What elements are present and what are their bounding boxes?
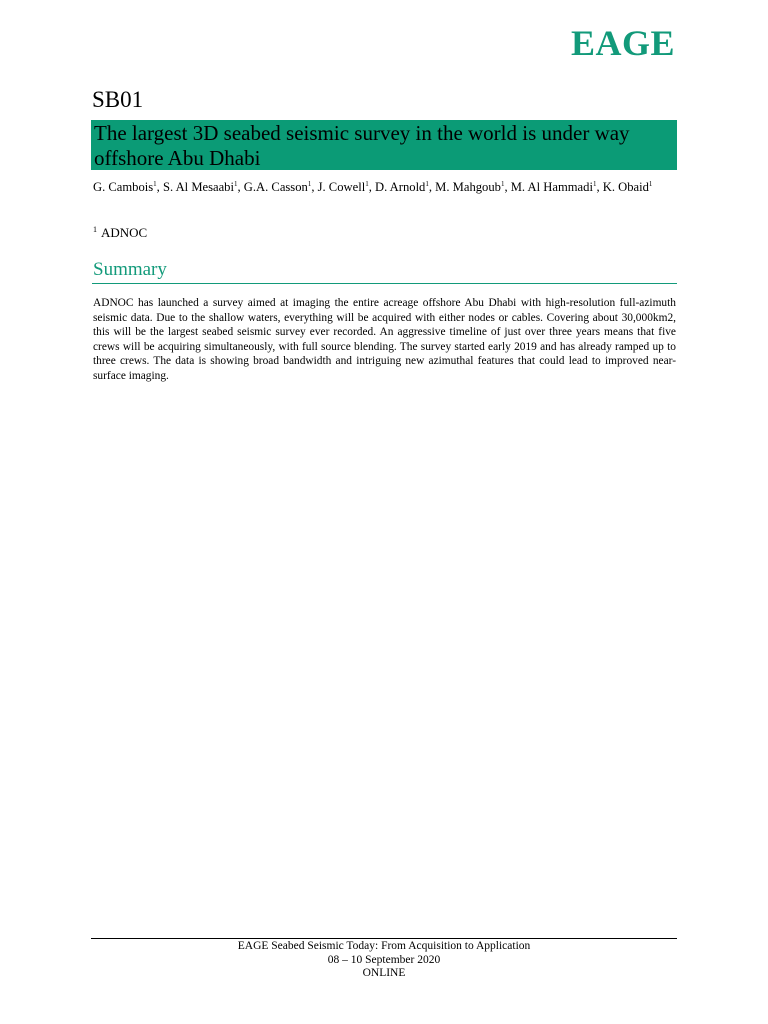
author-affil-marker: 1 [153,180,157,188]
title-banner [91,120,677,170]
paper-title: The largest 3D seabed seismic survey in the world is under way offshore Abu Dhabi [94,121,630,170]
author-affil-marker: 1 [648,180,653,188]
author: J. Cowell$^1$, [317,180,375,194]
author-affil-marker: 1 [307,180,312,188]
footer-location: ONLINE [362,967,406,979]
footer-conference: EAGE Seabed Seismic Today: From Acquisition to Application [237,940,531,952]
footer [91,940,677,981]
affiliation [93,224,147,241]
author: K. Obaid$^1$ [602,180,653,194]
author: M. Al Hammadi$^1$, [510,180,603,194]
author-affil-marker: 1 [365,180,369,188]
author-affil-marker: 1 [592,180,597,188]
summary-divider [92,283,677,284]
author: D. Arnold$^1$, [374,180,436,194]
summary-heading: Summary [93,259,167,280]
summary-paragraph: ADNOC has launched a survey aimed at imaging the entire acreage offshore Abu Dhabi with high-resolution full-azimuth seismic data. Due to the shallow waters, everything will be acquired with either nodes or cables. Covering about 30,000km2, this will be the largest seabed seismic survey ever recorded. An aggressive timeline of just over three years means that five crews will be acquiring simultaneously, with full source blending. The survey started early 2019 and has already ramped up to three crews. The data is showing broad bandwidth and intriguing new azimuthal features that could lead to improved near-surface imaging. [93,297,676,382]
affiliation-name: ADNOC [101,225,148,240]
author-affil-marker: 1 [233,180,238,188]
eage-logo: EAGE [570,23,675,63]
affiliation-marker: 1 [93,225,97,234]
author-affil-marker: 1 [425,180,429,188]
author-list [93,179,677,196]
author: G. Cambois$^1$, [93,180,163,194]
author-affil-marker: 1 [500,180,505,188]
author: S. Al Mesaabi$^1$, [162,180,244,194]
author: G.A. Casson$^1$, [243,180,318,194]
footer-dates: 08 – 10 September 2020 [327,953,441,966]
author: M. Mahgoub$^1$, [435,180,511,194]
footer-divider [91,938,677,939]
paper-code: SB01 [92,87,144,112]
